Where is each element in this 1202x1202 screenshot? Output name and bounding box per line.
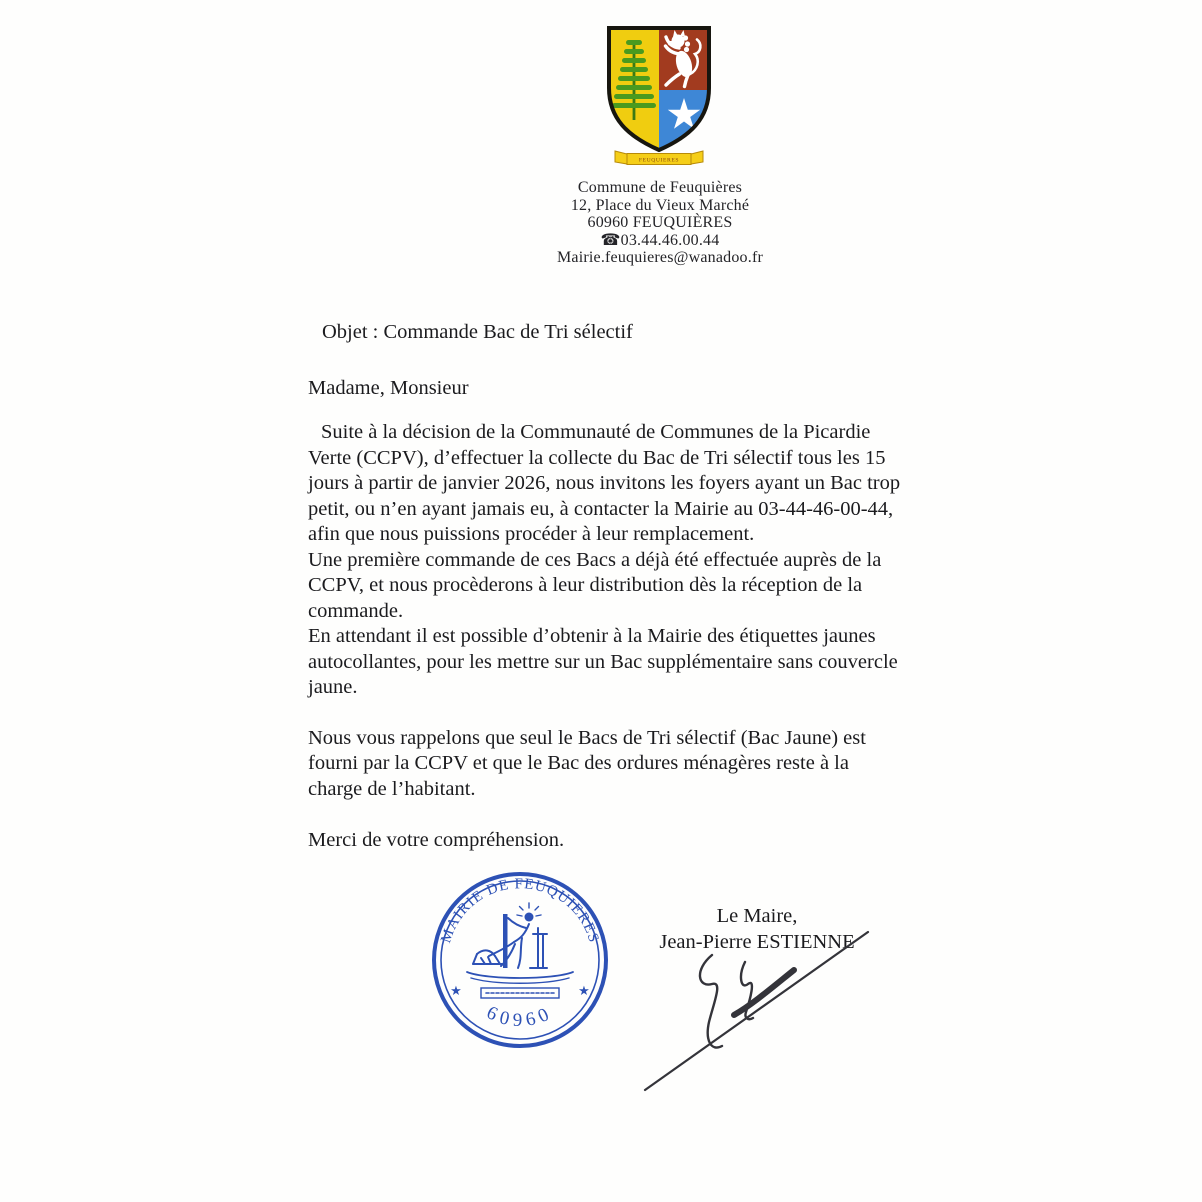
closing-line: Merci de votre compréhension. — [308, 829, 565, 851]
org-name: Commune de Feuquières — [577, 179, 743, 196]
paragraph-line: En attendant il est possible d’obtenir à la Mairie des étiquettes jaunes — [308, 625, 876, 647]
email-line: Mairie.feuquieres@wanadoo.fr — [556, 249, 764, 267]
phone-line: ☎03.44.46.00.44 — [600, 231, 720, 249]
paragraph-line: Verte (CCPV), d’effectuer la collecte du Bac de Tri sélectif tous les 15 — [308, 446, 886, 469]
paragraph-line: petit, ou n’en ayant jamais eu, à contacter la Mairie au 03-44-46-00-44, — [308, 497, 894, 520]
paragraph-2 — [308, 726, 988, 803]
salutation: Madame, Monsieur — [308, 376, 469, 399]
address-line-2: 60960 FEUQUIÈRES — [587, 214, 733, 232]
paragraph-line: autocollantes, pour les mettre sur un Bac supplémentaire sans couvercle — [308, 650, 898, 673]
paragraph-line: Suite à la décision de la Communauté de Communes de la Picardie — [321, 421, 871, 443]
stamp-arc-text: MAIRIE DE FEUQUIERES — [438, 876, 602, 946]
paragraph-line: afin que nous puissions procéder à leur remplacement. — [308, 523, 755, 545]
signature-stroke — [645, 932, 868, 1090]
paragraph-line: fourni par la CCPV et que le Bac des ordures ménagères reste à la — [308, 752, 849, 774]
svg-text:60960 — [483, 1002, 557, 1031]
signoff-name: Jean-Pierre ESTIENNE — [659, 931, 855, 953]
paragraph-line: Nous vous rappelons que seul le Bacs de Tri sélectif (Bac Jaune) est — [308, 726, 866, 749]
coat-of-arms — [599, 18, 719, 168]
signoff-title: Le Maire, — [716, 905, 798, 927]
paragraph-line: commande. — [308, 599, 404, 622]
paragraph-line: Une première commande de ces Bacs a déjà été effectuée auprès de la — [308, 548, 882, 571]
signature-stroke — [734, 970, 794, 1015]
stamp-star-left-icon: ★ — [450, 983, 462, 998]
municipal-stamp — [425, 868, 615, 1054]
motto-banner — [615, 151, 703, 165]
paragraph-line: jours à partir de janvier 2026, nous invitons les foyers ayant un Bac trop — [308, 472, 901, 494]
handwritten-signature — [628, 918, 888, 1098]
banner-text: FEUQUIERES — [638, 157, 680, 164]
paragraph-line: jaune. — [308, 676, 358, 698]
stamp-emblem — [467, 903, 573, 998]
stamp-star-right-icon: ★ — [578, 983, 590, 998]
stamp-bottom-text: 60960 — [483, 1002, 557, 1031]
letter-body — [308, 320, 988, 854]
address-line-1: 12, Place du Vieux Marché — [570, 196, 750, 214]
subject-line: Objet : Commande Bac de Tri sélectif — [322, 321, 633, 343]
signature-stroke — [700, 955, 722, 1048]
letterhead — [505, 179, 815, 267]
paragraph-1 — [308, 420, 988, 701]
paragraph-line: charge de l’habitant. — [308, 777, 476, 800]
svg-text:MAIRIE DE FEUQUIERES — [438, 876, 602, 945]
paragraph-line: CCPV, et nous procèderons à leur distribution dès la réception de la — [308, 574, 863, 596]
